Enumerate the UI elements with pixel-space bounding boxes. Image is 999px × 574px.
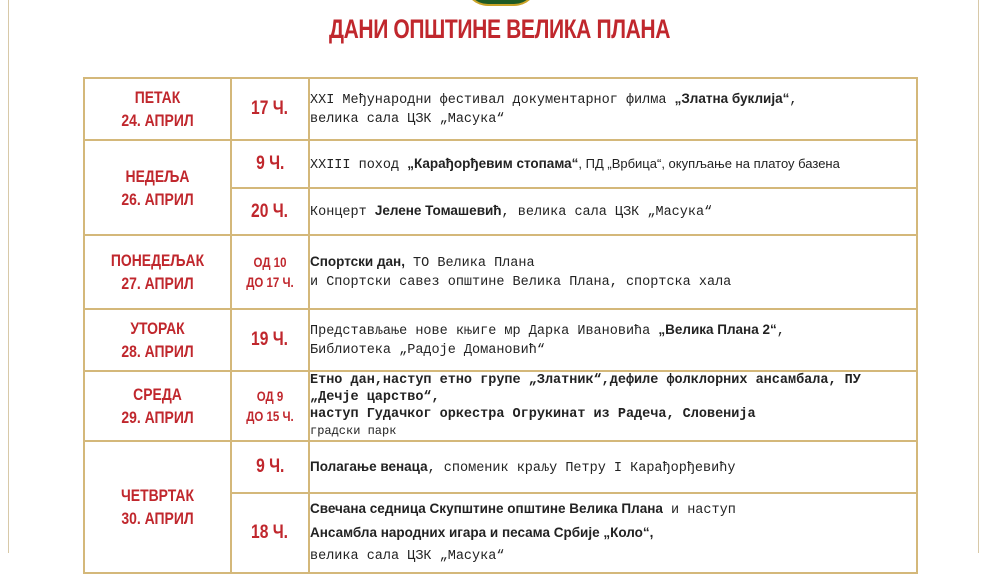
event-time: 9 Ч. bbox=[255, 456, 285, 477]
municipality-logo bbox=[464, 0, 538, 6]
event-time-from: ОД 9 bbox=[256, 388, 284, 404]
day-name: СРЕДА bbox=[133, 385, 182, 404]
event-description: Спортски дан, ТО Велика Плана и Спортски савез општине Велика Плана, спортска хала bbox=[309, 235, 917, 309]
day-name: ПОНЕДЕЉАК bbox=[110, 251, 205, 270]
event-description: XXIII поход „Карађорђевим стопама“, ПД „Врбица“, окупљање на платоу базена bbox=[309, 140, 917, 188]
time-cell bbox=[231, 309, 309, 371]
day-cell bbox=[84, 78, 231, 140]
event-time: 19 Ч. bbox=[251, 329, 289, 350]
event-time: 17 Ч. bbox=[251, 98, 289, 119]
event-time: 20 Ч. bbox=[251, 200, 289, 222]
time-cell bbox=[231, 441, 309, 493]
time-cell bbox=[231, 140, 309, 188]
day-date: 30. АПРИЛ bbox=[121, 509, 194, 528]
event-description: Представљање нове књиге мр Дарка Ивановића „Велика Плана 2“, Библиотека „Радоје Домановић“ bbox=[309, 309, 917, 371]
table-row bbox=[84, 235, 917, 309]
day-name: ПЕТАК bbox=[134, 88, 181, 107]
event-time-to: ДО 15 Ч. bbox=[246, 408, 294, 424]
day-cell bbox=[84, 235, 231, 309]
time-cell bbox=[231, 188, 309, 235]
frame-border-left bbox=[8, 0, 9, 553]
event-description: Концерт Јелене Томашевић, велика сала ЦЗК „Масука“ bbox=[309, 188, 917, 235]
time-cell bbox=[231, 78, 309, 140]
event-description: Полагање венаца, споменик краљу Петру I Карађорђевићу bbox=[309, 441, 917, 493]
day-date: 29. АПРИЛ bbox=[121, 408, 194, 427]
time-cell bbox=[231, 235, 309, 309]
day-cell bbox=[84, 441, 231, 573]
day-name: УТОРАК bbox=[130, 319, 185, 338]
table-row bbox=[84, 309, 917, 371]
event-description: Свечана седница Скупштине општине Велика Плана и наступ Ансамбла народних игара и песама Србије „Коло“, велика сала ЦЗК „Масука“ bbox=[309, 493, 917, 573]
event-time: 9 Ч. bbox=[255, 153, 285, 174]
event-description: Етно дан,наступ етно групе „Златник“,дефиле фолклорних ансамбала, ПУ „Дечје царство“, наступ Гудачког оркестра Огрукинат из Радеча, Словенија градски парк bbox=[309, 371, 917, 441]
table-row bbox=[84, 441, 917, 493]
day-date: 26. АПРИЛ bbox=[121, 189, 194, 209]
schedule-table bbox=[83, 77, 918, 574]
day-date: 24. АПРИЛ bbox=[121, 111, 194, 130]
page-title: ДАНИ ОПШТИНЕ ВЕЛИКА ПЛАНА bbox=[328, 14, 671, 44]
day-cell bbox=[84, 309, 231, 371]
event-description: XXI Међународни фестивал документарног филма „Златна буклија“, велика сала ЦЗК „Масука“ bbox=[309, 78, 917, 140]
day-cell bbox=[84, 371, 231, 441]
event-time: 18 Ч. bbox=[251, 522, 289, 543]
day-date: 27. АПРИЛ bbox=[121, 274, 194, 293]
time-cell bbox=[231, 493, 309, 573]
time-cell bbox=[231, 371, 309, 441]
event-time-from: ОД 10 bbox=[253, 254, 287, 270]
day-date: 28. АПРИЛ bbox=[121, 342, 194, 361]
day-cell bbox=[84, 140, 231, 235]
day-name: ЧЕТВРТАК bbox=[120, 486, 195, 505]
frame-border-right bbox=[978, 0, 979, 553]
table-row bbox=[84, 78, 917, 140]
day-name: НЕДЕЉА bbox=[125, 166, 190, 186]
table-row bbox=[84, 140, 917, 188]
event-time-to: ДО 17 Ч. bbox=[246, 274, 294, 290]
table-row bbox=[84, 371, 917, 441]
